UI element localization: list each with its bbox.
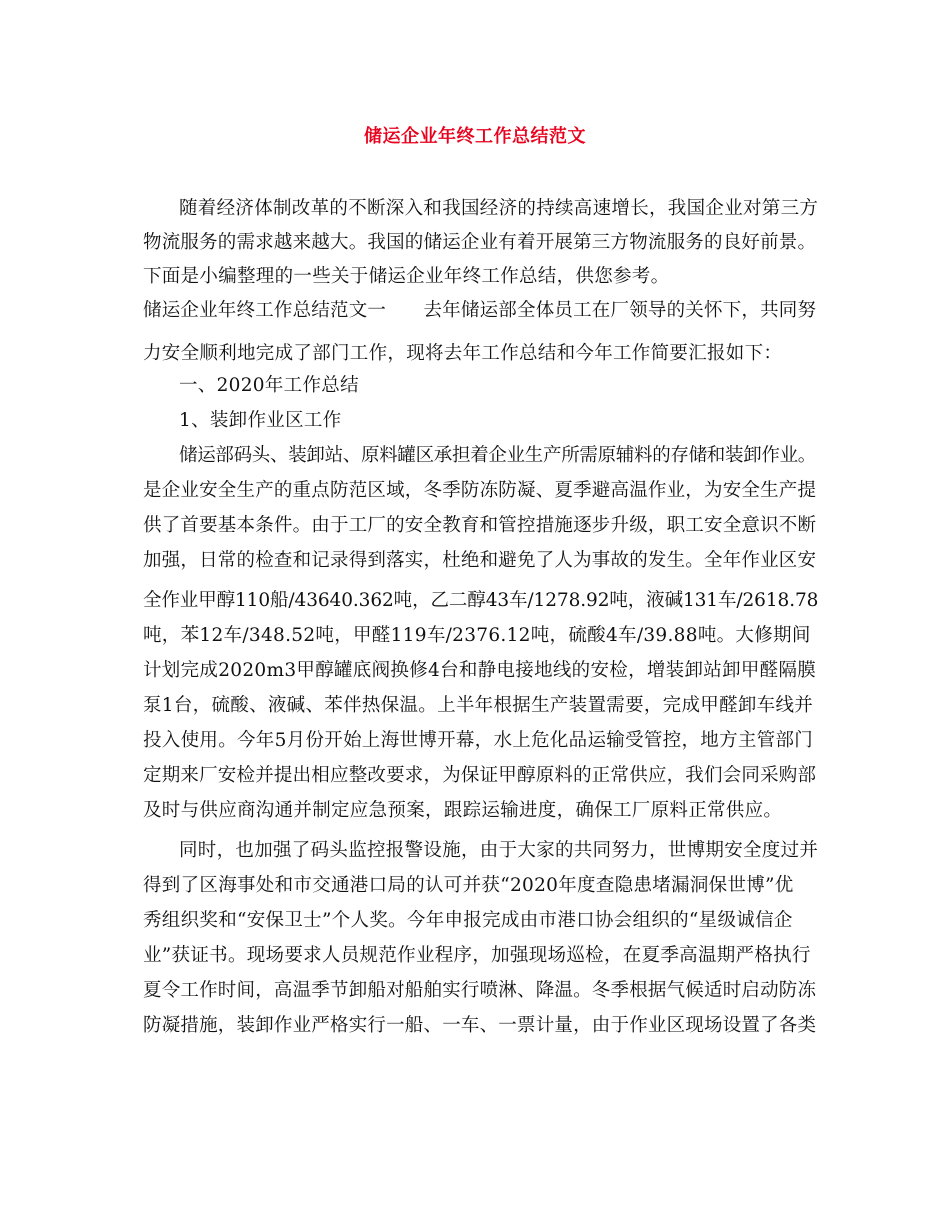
paragraph-line: 泵1台，硫酸、液碱、苯伴热保温。上半年根据生产装置需要，完成甲醛卸车线并	[143, 695, 814, 716]
paragraph-line: 物流服务的需求越来越大。我国的储运企业有着开展第三方物流服务的良好前景。	[143, 232, 817, 253]
paragraph-line: 是企业安全生产的重点防范区域，冬季防冻防凝、夏季避高温作业，为安全生产提	[143, 480, 817, 501]
paragraph-line: 防凝措施，装卸作业严格实行一船、一车、一票计量，由于作业区现场设置了各类	[143, 1015, 817, 1036]
paragraph-line: 储运部码头、装卸站、原料罐区承担着企业生产所需原辅料的存储和装卸作业。	[179, 445, 817, 466]
paragraph-line: 加强，日常的检查和记录得到落实，杜绝和避免了人为事故的发生。全年作业区安	[143, 550, 817, 571]
paragraph-line: 储运企业年终工作总结范文一 去年储运部全体员工在厂领导的关怀下，共同努	[143, 300, 817, 321]
paragraph-line: 投入使用。今年5月份开始上海世博开幕，水上危化品运输受管控，地方主管部门	[143, 730, 814, 751]
paragraph-line: 秀组织奖和“安保卫士”个人奖。今年申报完成由市港口协会组织的“星级诚信企	[143, 910, 793, 931]
paragraph-line: 得到了区海事处和市交通港口局的认可并获“2020年度查隐患堵漏洞保世博”优	[143, 875, 794, 896]
subsection-heading: 1、装卸作业区工作	[179, 410, 342, 431]
paragraph-line: 计划完成2020m3甲醇罐底阀换修4台和静电接地线的安检，增装卸站卸甲醛隔膜	[143, 660, 817, 681]
paragraph-line: 力安全顺利地完成了部门工作，现将去年工作总结和今年工作简要汇报如下：	[143, 343, 783, 364]
paragraph-line: 下面是小编整理的一些关于储运企业年终工作总结，供您参考。	[143, 266, 670, 287]
paragraph-line: 业”获证书。现场要求人员规范作业程序，加强现场巡检，在夏季高温期严格执行	[143, 945, 811, 966]
paragraph-line: 全作业甲醇110船/43640.362吨，乙二醇43车/1278.92吨，液碱131车/2618.78	[143, 590, 819, 611]
paragraph-line: 吨，苯12车/348.52吨，甲醛119车/2376.12吨，硫酸4车/39.88吨。大修期间	[143, 625, 811, 646]
paragraph-line: 定期来厂安检并提出相应整改要求，为保证甲醇原料的正常供应，我们会同采购部	[143, 765, 817, 786]
paragraph-line: 夏令工作时间，高温季节卸船对船舶实行喷淋、降温。冬季根据气候适时启动防冻	[143, 980, 817, 1001]
section-heading: 一、2020年工作总结	[179, 375, 359, 396]
paragraph-line: 供了首要基本条件。由于工厂的安全教育和管控措施逐步升级，职工安全意识不断	[143, 515, 817, 536]
paragraph-line: 随着经济体制改革的不断深入和我国经济的持续高速增长，我国企业对第三方	[179, 198, 819, 219]
paragraph-line: 及时与供应商沟通并制定应急预案，跟踪运输进度，确保工厂原料正常供应。	[143, 800, 783, 821]
paragraph-line: 同时，也加强了码头监控报警设施，由于大家的共同努力，世博期安全度过并	[179, 840, 819, 861]
document-title: 储运企业年终工作总结范文	[364, 126, 586, 147]
